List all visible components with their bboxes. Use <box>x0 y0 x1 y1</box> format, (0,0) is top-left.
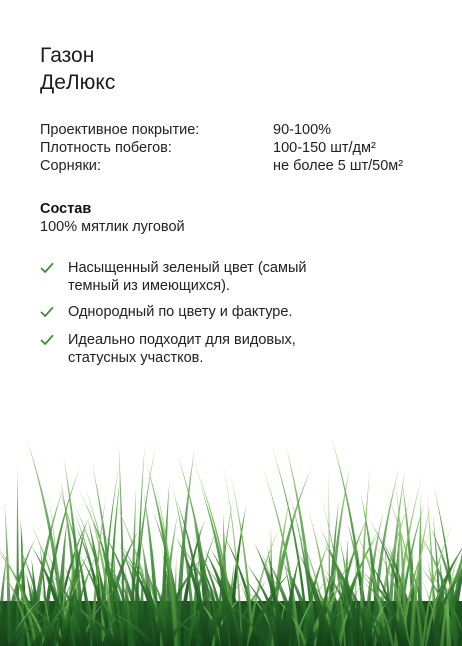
grass-blade <box>16 466 19 646</box>
spec-label: Проективное покрытие: <box>40 122 200 138</box>
spec-value: 100-150 шт/дм² <box>273 140 376 156</box>
feature-text: Идеально подходит для видовых, статусных участков. <box>68 332 296 366</box>
spec-row-density <box>40 139 440 157</box>
feature-item <box>40 331 360 367</box>
check-icon <box>40 331 68 351</box>
specs-list <box>40 121 440 175</box>
feature-text: Однородный по цвету и фактуре. <box>68 304 293 320</box>
spec-value: 90-100% <box>273 122 332 138</box>
product-title <box>40 42 115 96</box>
composition-text: 100% мятлик луговой <box>40 219 185 235</box>
spec-row-coverage <box>40 121 440 139</box>
spec-label: Плотность побегов: <box>40 140 172 156</box>
spec-label: Сорняки: <box>40 158 101 174</box>
grass-illustration <box>0 405 462 646</box>
product-title-line-2: ДеЛюкс <box>40 71 116 94</box>
feature-item <box>40 259 360 295</box>
features-list <box>40 259 360 375</box>
feature-item <box>40 303 360 323</box>
spec-row-weeds <box>40 157 440 175</box>
spec-value: не более 5 шт/50м² <box>273 158 404 174</box>
product-title-line-1: Газон <box>40 44 95 67</box>
check-icon <box>40 259 68 279</box>
check-icon <box>40 303 68 323</box>
feature-text: Насыщенный зеленый цвет (самый темный из имеющихся). <box>68 260 307 294</box>
composition-title: Состав <box>40 201 92 217</box>
composition-section <box>40 200 185 236</box>
